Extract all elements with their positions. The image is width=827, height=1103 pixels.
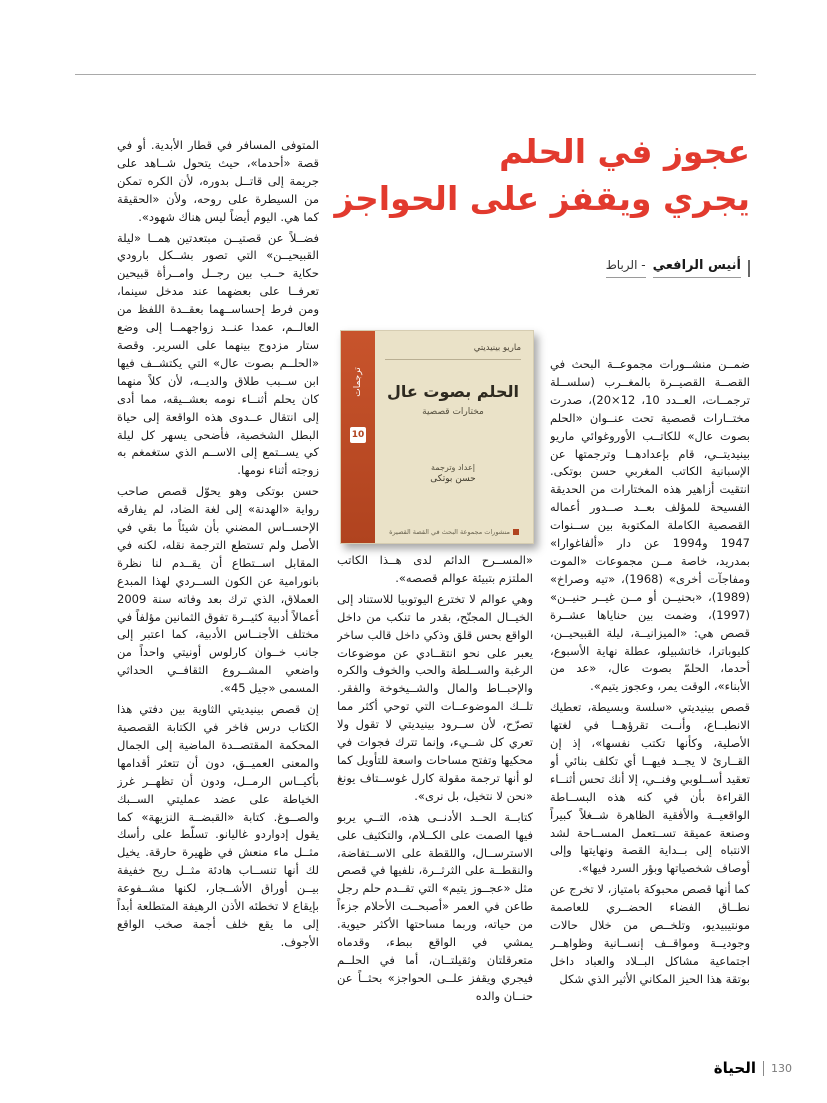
paragraph: كتابــة الحــد الأدنــى هذه، التــي يربو فيها الصمت على الكــلام، والتكثيف على الاسترســال، واللقطة على الاســتفاضة، والنقطــة على الثرثــرة، نلفيها في قصص مثل «عجــوز يتيم» التي تقــدم حلم رجل طاعن في العمر «أصبحــت الأحلام جزءاً من حياته، وربما مساحتها الأكثر حيوية. يمشي في الواقع ببطء، وقدماه متعرقلتان وثقيلتــان، أما في الحلــم فيجري ويقفز علــى الحواجز» بحثــاً عن حنــان والده: [337, 809, 533, 1003]
page-footer: [714, 1059, 792, 1077]
paragraph: ضمــن منشــورات مجموعــة البحث في القصــة القصيــرة بالمغــرب (سلســلة ترجمــات، العــدد 10، 12×20)، صدرت مختــارات قصصية تحت عنــوان «الحلم بصوت عال» للكاتــب الأوروغوائي ماريو بينيديتــي، قام بإعدادهــا وترجمتها عن الإسبانية الكاتب المغربي حسن بوتكى. انتقيت أزاهير هذه المختارات من الحديقة الفسيحة للمؤلف بعــد صــدور أعماله القصصية الكاملة المكتوبة بين ســنوات 1947 و1994 عن دار «ألفاغوارا» بمدريد، خاصة مــن مجموعات «الموت ومفاجآت أخرى» (1968)، «تيه وصراخ» (1989)، «بحنيــن أو مــن غيــر حنيــن» (1997)، وضمت بين حناياها عشــرة قصص هي: «الميزانيــة، ليلة القبيحيــن، كليوباترا، خاتشبيلو، عطلة نهاية الأسبوع، أحدما، الحلمّ بصوت عال، «عد من الأبناء»، الوقت يمر، وعجوز يتيم».: [550, 357, 750, 694]
headline-line-1: عجوز في الحلم: [499, 132, 750, 171]
newspaper-logo: الحياة: [713, 1059, 756, 1077]
column-middle: [337, 552, 533, 1040]
footer-divider: [763, 1061, 764, 1076]
paragraph: كما أنها قصص محبوكة بامتياز، لا تخرج عن نطــاق الفضاء الحضــري للعاصمة مونتيبيديو، وتلخــص من خلال حالات وجوديــة ومواقــف إنســانية وظواهــر اجتماعية مشاكل البــلاد والعباد داخل بوتقة هذا الحيز المكاني الأثير الذي شكل: [550, 882, 750, 986]
byline-author: أنيس الرافعي: [653, 258, 741, 278]
byline: [606, 258, 750, 278]
paragraph: قصص بينيديتي «سلسة وبسيطة، تعطيك الانطبــاع، وأنــت تقرؤهــا في لغتها الأصلية، وكأنها تكتب نفسها»، إذ إن القــارئ لا يجــد فيهــا أي تكلف بنائي أو تعقيد أســلوبي وفنــي، إلا أنك تحس أثنــاء القراءة بأن في كنه هذه البســاطة الواقعيــة والأفقية الظاهرة شــغلاً كبيراً وصنعة عميقة تســتعمل المســاحة لشد الانتباه إلى بــداية القصة ونهايتها وإلى أوصاف شخصياتها وبؤر السرد فيها».: [550, 700, 750, 876]
publisher-mark-icon: [513, 529, 519, 535]
column-left: [117, 137, 319, 1042]
headline: [310, 128, 750, 222]
book-publisher-text: منشورات مجموعة البحث في القصة القصيرة: [389, 528, 510, 536]
book-series-label: ترجمات: [353, 367, 363, 397]
column-right: [550, 356, 750, 1040]
book-spine: [341, 331, 375, 543]
book-title: الحلم بصوت عال: [387, 382, 519, 401]
paragraph: وهي عوالم لا تخترع اليوتوبيا للاستناد إلى الخيــال المجنّح، بقدر ما تنكب من داخل الواقع بحس قلق وذكي داخل قالب ساخر يعبر على نحو انتقــادي عن موضوعات الرغبة والســلطة والحب والخوف والكره والإحبــاط والمال والشــيخوخة والفقر. تلــك الموضوعــات التي توحي أكثر مما تصرّح، لأن ســرود بينيديتي لا تقول ولا تعري كل شــيء، وإنما تترك فجوات في محكيها وتفتح مساحات واسعة للتأويل كما لو أنها ترجمة مقولة كارل غوســتاف يونغ «نحن لا نتخيل، بل نرى».: [337, 591, 533, 803]
book-translator: حسن بوتكى: [430, 474, 476, 484]
paragraph: المتوفى المسافر في قطار الأبدية. أو في قصة «أحدما»، حيث يتحول شــاهد على جريمة إلى قاتــل بدوره، لأن الكره تمكن من السيطرة على روحه، ولأن «الحقيقة كما هي. اليوم أيضاً ليس هناك شهود».: [117, 138, 319, 224]
book-cover-body: [375, 331, 533, 543]
paragraph: إن قصص بينيديتي الثاوية بين دفتي هذا الكتاب درس فاخر في الكتابة القصصية المحكمة المقتصــدة الماضية إلى الجمال والمعنى العميــق، دون أن تتعثر أقدامها بأكيــاس الرمــل، ودون أن تظهــر غرز الخياطة على عضد عمليتي الســبك والصــوغ. كتابة «القبضــة النزيهة» كما يقول إدواردو غاليانو. تسلّط على رأسك مثــل ماء منعش في ظهيرة حارقة. يخيل لك أنها تنســاب هادئة مثــل ريح خفيفة بيــن أوراق الأشــجار، لكنها مشــفوعة بإيقاع لا تخطئه الأذن الرهيفة المتطلعة أبداً إلى ما يقع خلف أجمة صخب الواقع الأجوف.: [117, 702, 319, 949]
headline-line-2: يجري ويقفز على الحواجز: [334, 179, 750, 218]
page-number: 130: [771, 1061, 792, 1075]
book-series-number: 10: [350, 427, 366, 443]
book-publisher: [385, 528, 523, 536]
book-cover: [340, 330, 534, 544]
paragraph: حسن بوتكى وهو يحوّل قصص صاحب رواية «الهدنة» إلى لغة الضاد، لم يفارقه الإحســاس المضني بأن شيئاً ما بقي في الأصل ولم تستطع الترجمة نقله، لكنه في المقابل اســتطاع أن يقــدم لنا نظرة بانورامية عن الكون الســردي لهذا المبدع العملاق، الذي ترك بعد وفاته سنة 2009 أعمالاً أدبية كثيــرة تفوق الثمانين مؤلفاً في مختلف الأجنــاس الأدبية، كما اعتبر إلى جانب خــوان كارلوس أونيتي واحداً من واضعي المشــروع الثقافــي الحداثي المسمى «جيل 45».: [117, 484, 319, 696]
byline-location: - الرباط: [606, 258, 646, 278]
book-credit: إعداد وترجمة: [431, 463, 475, 472]
book-subtitle: مختارات قصصية: [422, 407, 484, 417]
paragraph: «المســرح الدائم لدى هــذا الكاتب الملتزم بتبيئة عوالم قصصه».: [337, 553, 533, 585]
book-author: ماريو بينيديتي: [385, 343, 521, 360]
byline-bar: [748, 260, 750, 277]
paragraph: فضــلاً عن قصتيــن مبتعدتين همــا «ليلة القبيحيــن» التي تصور بشــكل بارودي حكاية حــب بين رجــل وامــرأة قبيحين تعرفــا على بعضهما عند مدخل سينما، ومن فرط إحساســهما بعقــدة اللفظ من العالــم، عمدا عنــد زواجهمــا إلى وضع ستار مزدوج بينهما على السرير. وقصة «الحلــم بصوت عال» التي يكتشــف فيها ابن ســبب طلاق والديــه، لأن كلاً منهما كان يحلم أثنــاء نومه بعشــيقه، مما أدى إلى انتقال عــدوى هذه الواقعة إلى حياة البطل الشخصية، فأضحى يسهر كل ليلة كي يســتمع إلى الاســم الذي ستغمغم به زوجته أثناء نومها.: [117, 230, 319, 478]
top-rule: [75, 74, 756, 75]
